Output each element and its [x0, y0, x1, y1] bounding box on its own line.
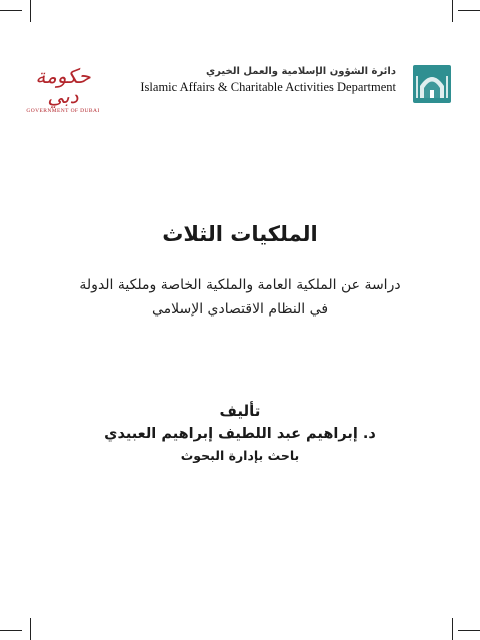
government-of-dubai-logo [24, 64, 102, 114]
gov-logo-script: حكومة دبي [35, 64, 91, 108]
gov-logo-caption: GOVERNMENT OF DUBAI [26, 108, 100, 114]
department-name-arabic: دائرة الشؤون الإسلامية والعمل الخيري [206, 66, 396, 77]
mosque-dome-icon [412, 64, 452, 104]
author-name: د. إبراهيم عبد اللطيف إبراهيم العبيدي [104, 426, 376, 442]
crop-mark-bottom-right-v [452, 618, 453, 640]
crop-mark-top-right-h [458, 10, 480, 11]
author-label: تأليف [219, 402, 261, 420]
book-title: الملكيات الثلاث [162, 222, 318, 246]
author-role: باحث بإدارة البحوث [180, 448, 300, 463]
crop-mark-top-right-v [452, 0, 453, 22]
book-subtitle-line-1: دراسة عن الملكية العامة والملكية الخاصة وملكية الدولة [79, 277, 401, 293]
department-name-block [140, 66, 396, 95]
book-subtitle-line-2: في النظام الاقتصادي الإسلامي [151, 301, 329, 317]
author-block [0, 402, 480, 463]
crop-mark-top-left-h [0, 10, 22, 11]
department-name-english: Islamic Affairs & Charitable Activities Department [140, 80, 396, 94]
crop-mark-bottom-left-h [0, 630, 22, 631]
crop-mark-bottom-right-h [458, 630, 480, 631]
crop-mark-top-left-v [30, 0, 31, 22]
department-header [140, 64, 452, 104]
crop-mark-bottom-left-v [30, 618, 31, 640]
